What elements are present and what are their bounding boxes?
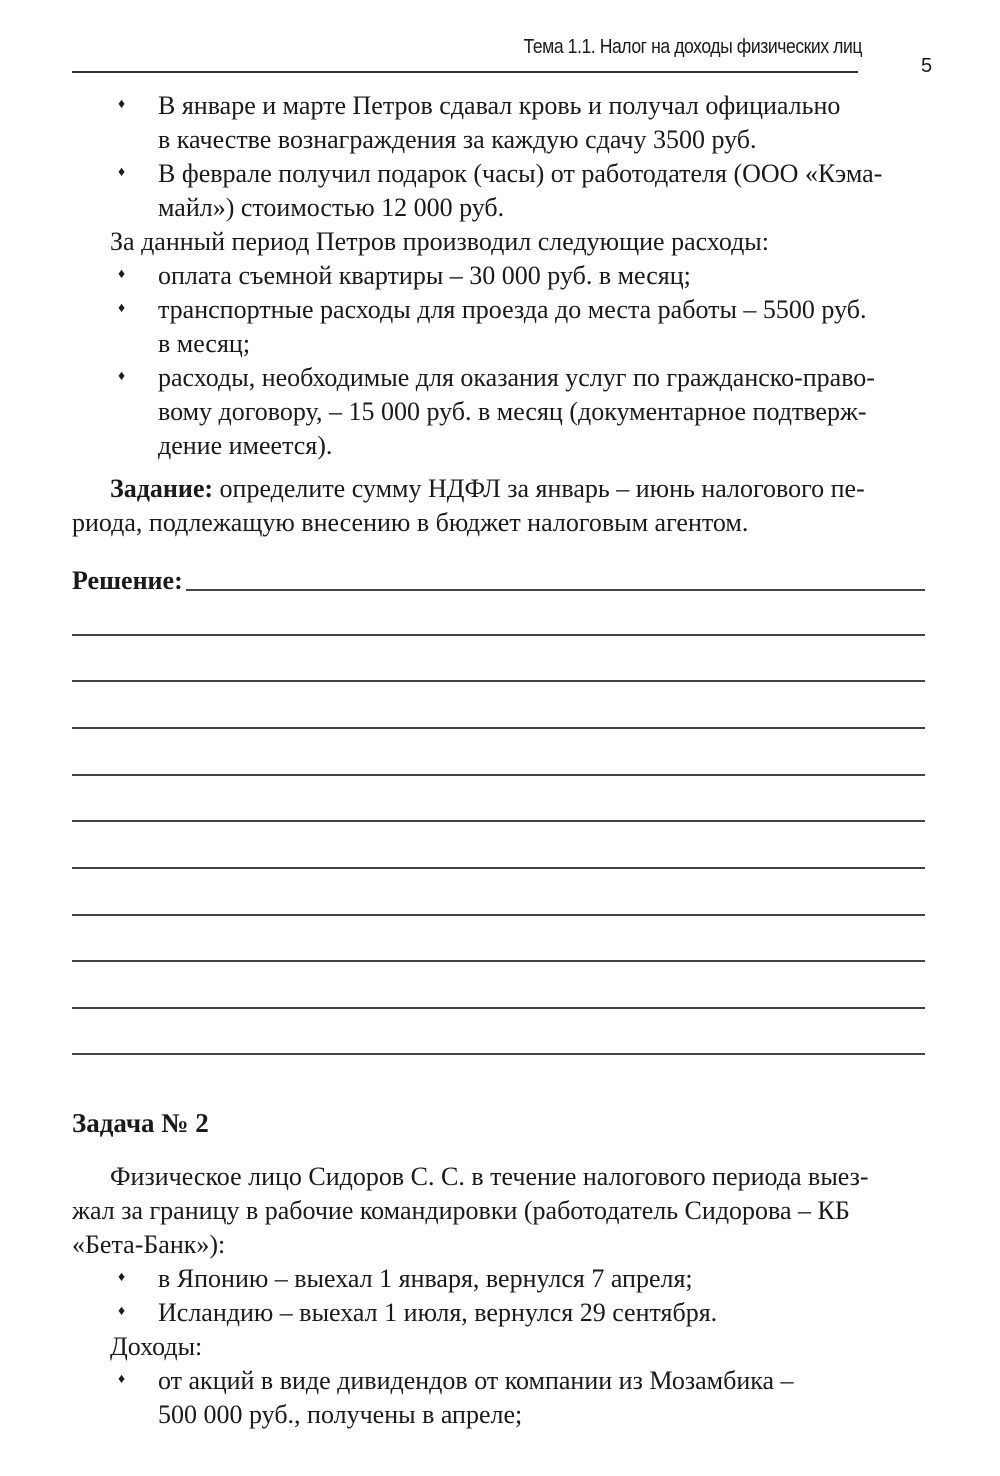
expense-bullet-3-line1: расходы, необходимые для оказания услуг по гражданско-право-: [158, 363, 875, 392]
answer-line[interactable]: [72, 1007, 925, 1009]
bullet-icon: ♦: [118, 1270, 126, 1285]
answer-line[interactable]: [72, 680, 925, 682]
task2-para-line3: «Бета-Банк»):: [72, 1230, 226, 1259]
answer-line[interactable]: [72, 634, 925, 636]
bullet-icon: ♦: [118, 301, 126, 316]
bullet-icon: ♦: [118, 97, 126, 112]
trip-2: Исландию – выехал 1 июля, вернулся 29 сентября.: [158, 1298, 718, 1327]
task2-para-line2: жал за границу в рабочие командировки (работодатель Сидорова – КБ: [72, 1196, 850, 1225]
expense-bullet-2-line2: в месяц;: [158, 329, 251, 358]
bullet-icon: ♦: [118, 267, 126, 282]
header-divider: [72, 71, 858, 73]
task2-title: Задача № 2: [72, 1108, 209, 1138]
answer-line[interactable]: [72, 774, 925, 776]
assignment-label: Задание:: [110, 474, 214, 503]
page-number: 5: [921, 55, 933, 77]
answer-line[interactable]: [72, 727, 925, 729]
task2-income-line2: 500 000 руб., получены в апреле;: [158, 1400, 523, 1429]
answer-line[interactable]: [186, 589, 925, 591]
bullet-icon: ♦: [118, 165, 126, 180]
bullet-icon: ♦: [118, 369, 126, 384]
income-label: Доходы:: [110, 1332, 203, 1361]
answer-line[interactable]: [72, 820, 925, 822]
answer-line[interactable]: [72, 1053, 925, 1055]
income-bullet-1-line2: в качестве вознаграждения за каждую сдачу 3500 руб.: [158, 125, 757, 154]
bullet-icon: ♦: [118, 1372, 126, 1387]
income-bullet-2-line2: майл») стоимостью 12 000 руб.: [158, 193, 505, 222]
expenses-intro: За данный период Петров производил следующие расходы:: [110, 227, 769, 256]
answer-line[interactable]: [72, 867, 925, 869]
expense-bullet-3-line2: вому договору, – 15 000 руб. в месяц (документарное подтверж-: [158, 397, 867, 426]
task2-para-line1: Физическое лицо Сидоров С. С. в течение налогового периода выез-: [110, 1162, 869, 1191]
income-bullet-2-line1: В феврале получил подарок (часы) от работодателя (ООО «Кэма-: [158, 159, 883, 188]
expense-bullet-1: оплата съемной квартиры – 30 000 руб. в месяц;: [158, 261, 691, 290]
running-title: Тема 1.1. Налог на доходы физических лиц: [523, 36, 862, 58]
income-bullet-1-line1: В январе и марте Петров сдавал кровь и получал официально: [158, 91, 841, 120]
solution-label: Решение:: [72, 566, 183, 595]
assignment-line2: риода, подлежащую внесению в бюджет налоговым агентом.: [72, 508, 749, 537]
answer-line[interactable]: [72, 960, 925, 962]
expense-bullet-2-line1: транспортные расходы для проезда до места работы – 5500 руб.: [158, 295, 867, 324]
expense-bullet-3-line3: дение имеется).: [158, 431, 333, 460]
bullet-icon: ♦: [118, 1304, 126, 1319]
task2-income-line1: от акций в виде дивидендов от компании из Мозамбика –: [158, 1366, 794, 1395]
assignment-line1: Задание: определите сумму НДФЛ за январь – июнь налогового пе-: [110, 474, 865, 503]
answer-line[interactable]: [72, 914, 925, 916]
trip-1: в Японию – выехал 1 января, вернулся 7 апреля;: [158, 1264, 693, 1293]
